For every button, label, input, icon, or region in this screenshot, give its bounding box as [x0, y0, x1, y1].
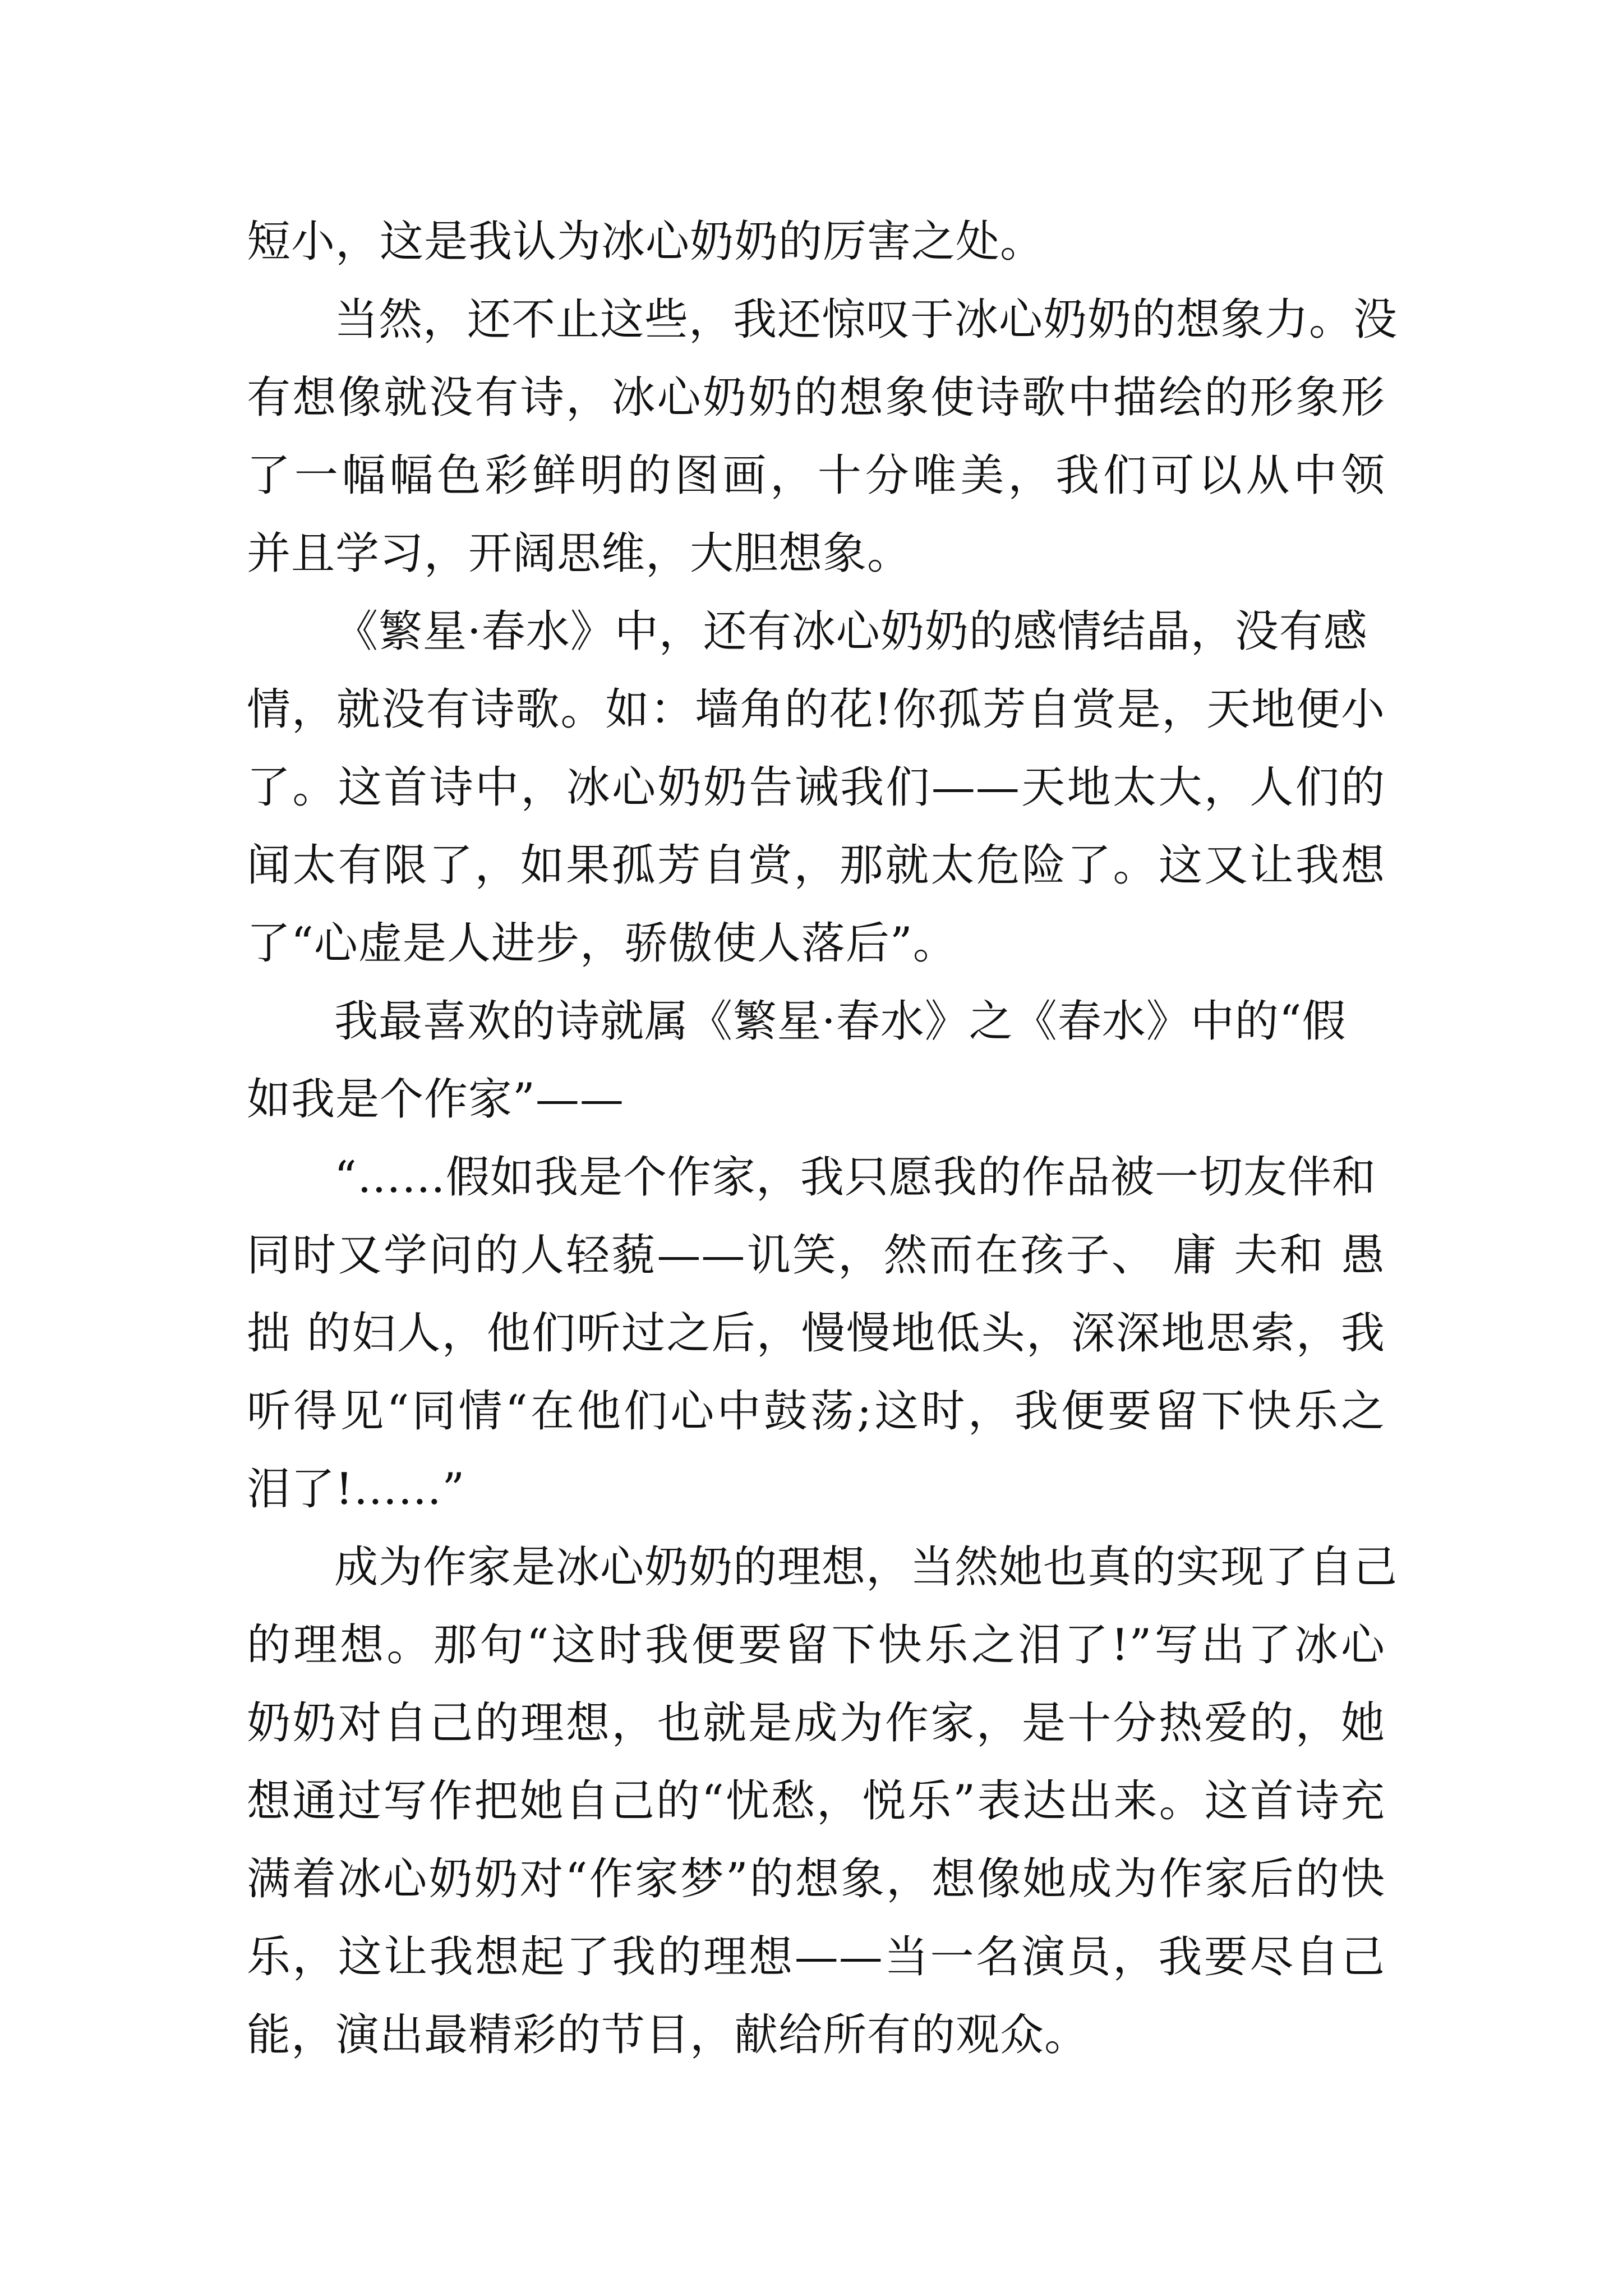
essay-body: [247, 203, 1398, 2074]
text-line: 了。这首诗中，冰心奶奶告诫我们——天地太大，人们的: [247, 762, 1385, 813]
text-line: 有想像就没有诗，冰心奶奶的想象使诗歌中描绘的形象形: [247, 372, 1385, 423]
text-line: “……假如我是个作家，我只愿我的作品被一切友伴和: [334, 1152, 1376, 1203]
text-line: 泪了!……”: [247, 1464, 465, 1515]
text-line: 当然，还不止这些，我还惊叹于冰心奶奶的想象力。没: [334, 295, 1398, 345]
text-line: 《繁星·春水》中，还有冰心奶奶的感情结晶，没有感: [334, 606, 1368, 657]
text-line: 奶奶对自己的理想，也就是成为作家，是十分热爱的，她: [247, 1698, 1385, 1749]
text-line: 了“心虚是人进步，骄傲使人落后”。: [247, 918, 957, 969]
text-line: 想通过写作把她自己的“忧愁，悦乐”表达出来。这首诗充: [247, 1776, 1385, 1826]
text-line: 满着冰心奶奶对“作家梦”的想象，想像她成为作家后的快: [247, 1854, 1385, 1904]
text-line: 短小，这是我认为冰心奶奶的厉害之处。: [247, 217, 1045, 267]
text-line: 拙 的妇人，他们听过之后，慢慢地低头，深深地思索，我: [247, 1308, 1385, 1359]
text-line: 并且学习，开阔思维，大胆想象。: [247, 528, 912, 579]
text-line: 情，就没有诗歌。如：墙角的花!你孤芳自赏是，天地便小: [247, 684, 1385, 735]
text-line: 闻太有限了，如果孤芳自赏，那就太危险了。这又让我想: [247, 840, 1385, 891]
text-line: 成为作家是冰心奶奶的理想，当然她也真的实现了自己: [334, 1542, 1398, 1593]
text-line: 我最喜欢的诗就属《繁星·春水》之《春水》中的“假: [334, 996, 1347, 1047]
text-line: 听得见“同情“在他们心中鼓荡;这时，我便要留下快乐之: [247, 1386, 1385, 1437]
text-line: 的理想。那句“这时我便要留下快乐之泪了!”写出了冰心: [247, 1620, 1385, 1671]
text-line: 能，演出最精彩的节目，献给所有的观众。: [247, 2010, 1089, 2060]
text-line: 乐，这让我想起了我的理想——当一名演员，我要尽自己: [247, 1932, 1385, 1982]
text-line: 了一幅幅色彩鲜明的图画，十分唯美，我们可以从中领: [247, 450, 1385, 501]
text-line: 同时又学问的人轻藐——讥笑，然而在孩子、 庸 夫和 愚: [247, 1230, 1385, 1281]
text-line: 如我是个作家”——: [247, 1074, 624, 1125]
